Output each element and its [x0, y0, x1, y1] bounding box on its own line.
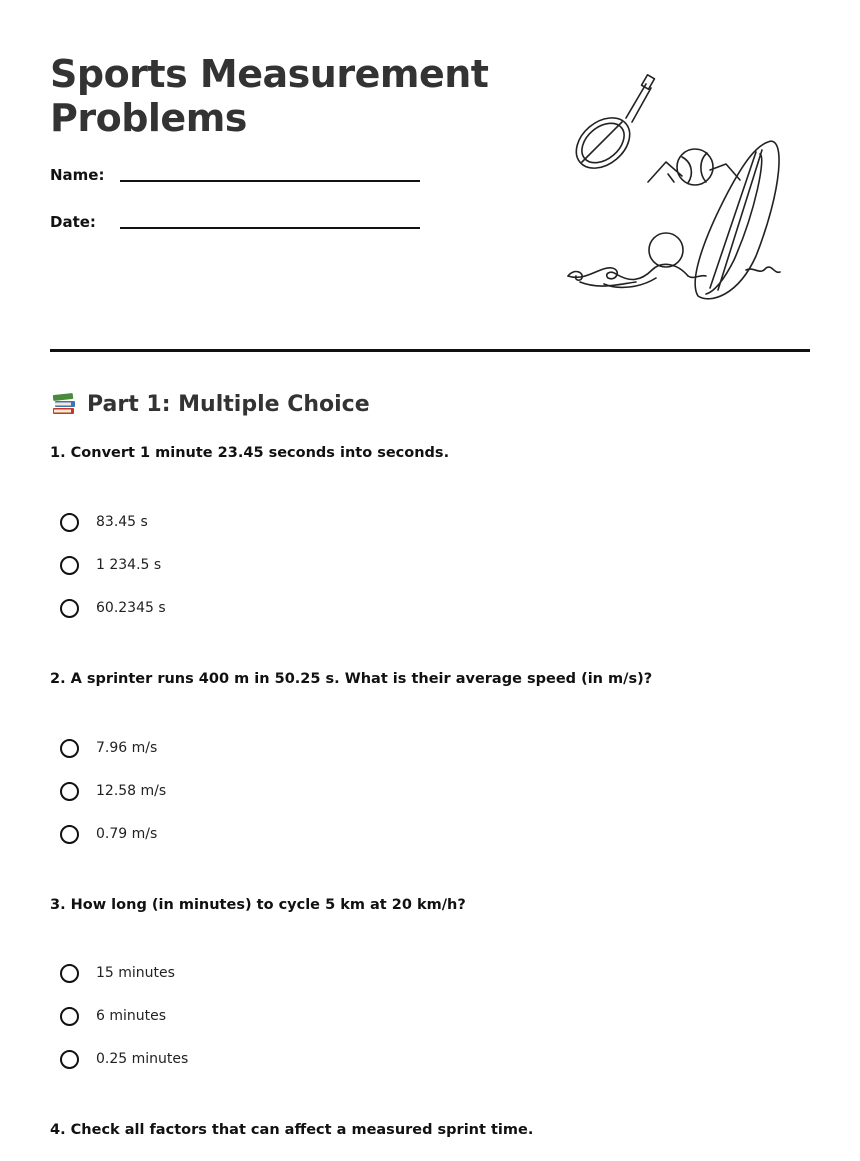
q2-option-2[interactable]: [60, 778, 166, 804]
option-label: 7.96 m/s: [96, 740, 158, 756]
section-title: Part 1: Multiple Choice: [87, 391, 370, 417]
question-1: 1. Convert 1 minute 23.45 seconds into seconds.: [50, 445, 450, 461]
radio-button[interactable]: [60, 1007, 79, 1026]
q3-option-2[interactable]: [60, 1003, 166, 1029]
name-label: Name:: [50, 166, 105, 184]
question-4: 4. Check all factors that can affect a measured sprint time.: [50, 1122, 534, 1138]
date-label: Date:: [50, 213, 96, 231]
option-label: 12.58 m/s: [96, 783, 167, 799]
name-field[interactable]: [50, 166, 430, 196]
title-line-2: Problems: [50, 96, 247, 140]
q3-option-3[interactable]: [60, 1046, 188, 1072]
books-icon: [50, 390, 78, 418]
radio-button[interactable]: [60, 782, 79, 801]
q3-option-1[interactable]: [60, 960, 175, 986]
date-line[interactable]: [120, 227, 420, 229]
q2-option-3[interactable]: [60, 821, 157, 847]
question-2: 2. A sprinter runs 400 m in 50.25 s. What is their average speed (in m/s)?: [50, 671, 653, 687]
date-field[interactable]: [50, 213, 430, 243]
q1-option-1[interactable]: [60, 509, 148, 535]
option-label: 0.79 m/s: [96, 826, 158, 842]
radio-button[interactable]: [60, 739, 79, 758]
header-divider: [50, 349, 810, 352]
radio-button[interactable]: [60, 1050, 79, 1069]
radio-button[interactable]: [60, 556, 79, 575]
radio-button[interactable]: [60, 964, 79, 983]
question-3: 3. How long (in minutes) to cycle 5 km at 20 km/h?: [50, 897, 466, 913]
surfboard-icon: [695, 141, 779, 299]
ball-icon: [649, 233, 683, 267]
option-label: 1 234.5 s: [96, 557, 162, 573]
radio-button[interactable]: [60, 513, 79, 532]
option-label: 15 minutes: [96, 965, 175, 981]
q2-option-1[interactable]: [60, 735, 157, 761]
title-line-1: Sports Measurement: [50, 52, 489, 96]
name-line[interactable]: [120, 180, 420, 182]
option-label: 83.45 s: [96, 514, 148, 530]
option-label: 6 minutes: [96, 1008, 167, 1024]
q1-option-3[interactable]: [60, 595, 166, 621]
baseball-icon: [677, 149, 713, 185]
worksheet-title: [50, 52, 488, 140]
racket-icon: [567, 75, 655, 179]
option-label: 0.25 minutes: [96, 1051, 189, 1067]
q1-option-2[interactable]: [60, 552, 161, 578]
radio-button[interactable]: [60, 599, 79, 618]
option-label: 60.2345 s: [96, 600, 166, 616]
radio-button[interactable]: [60, 825, 79, 844]
section-heading: [50, 390, 370, 418]
sports-equipment-icon: [560, 70, 790, 310]
